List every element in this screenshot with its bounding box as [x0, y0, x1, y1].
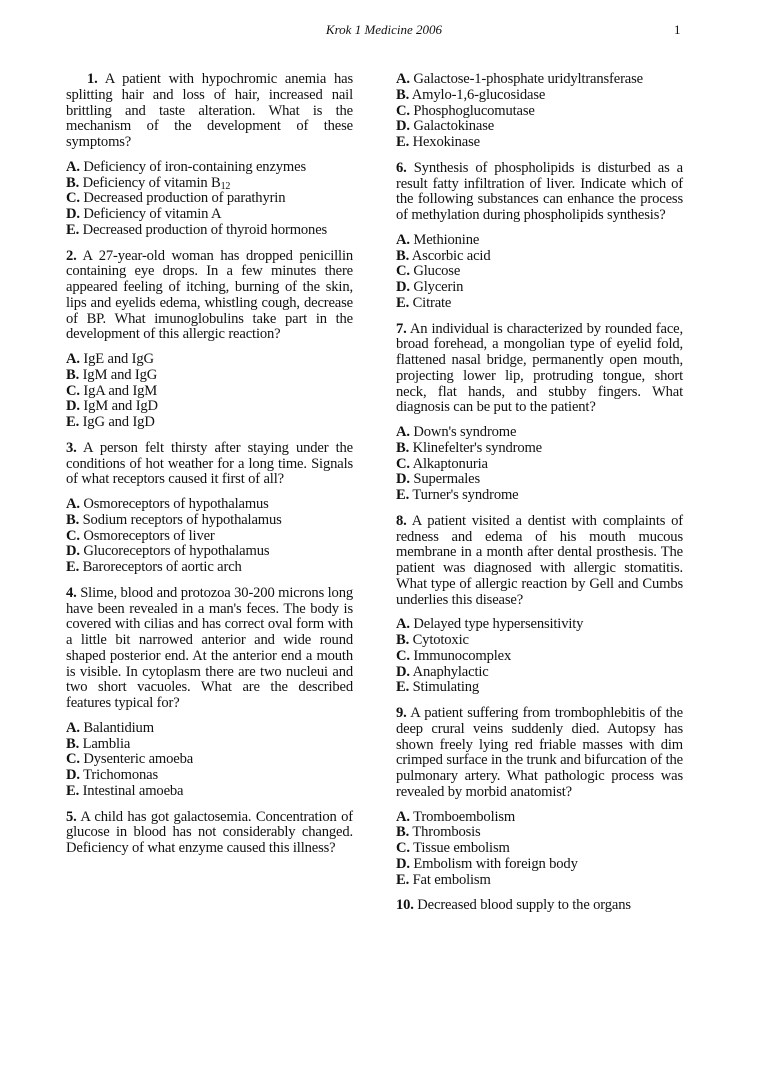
question-number: 3. [66, 439, 77, 456]
option [66, 513, 353, 529]
option [66, 368, 353, 384]
question-1 [66, 72, 353, 151]
option-letter: D. [396, 663, 410, 680]
option-text: Delayed type hypersensitivity [413, 616, 584, 633]
option [66, 560, 353, 576]
option-letter: E. [396, 294, 410, 311]
question-7 [396, 322, 683, 417]
option [396, 104, 683, 120]
option [396, 472, 683, 488]
option-text: IgM and IgD [83, 398, 158, 415]
option-text: Immunocomplex [413, 647, 512, 664]
option-text: Methionine [413, 231, 480, 248]
option [396, 135, 683, 151]
question-text: An individual is characterized by rounded face, broad forehead, a mongolian type of eyelid fold, flattened nasal bridge, permanently open mouth, projecting lower lip, protruding tongue, short neck, flat hands, and stubby fingers. What diagnosis can be put to the patient? [396, 320, 683, 416]
option-text: Alkaptonuria [412, 455, 488, 472]
option-letter: B. [66, 511, 80, 528]
option [396, 280, 683, 296]
option-text: Decreased production of thyroid hormones [82, 221, 328, 238]
question-text: Decreased blood supply to the organs [417, 897, 631, 914]
option-letter: B. [66, 366, 80, 383]
option-letter: D. [396, 118, 410, 135]
option-letter: B. [396, 247, 410, 264]
option [66, 544, 353, 560]
option-letter: E. [396, 487, 410, 503]
option-text: Sodium receptors of hypothalamus [82, 511, 282, 528]
option [396, 488, 683, 504]
option-text: IgA and IgM [83, 382, 158, 399]
question-number: 8. [396, 512, 407, 529]
option-letter: A. [66, 496, 80, 512]
question-text: A 27-year-old woman has dropped penicillin containing eye drops. In a few minutes there appeared feeling of itching, burning of the skin, lips and eyelids edema, whistling cough, decrease of BP. What imunoglobulins take part in the development of this allergic reaction? [66, 247, 354, 343]
options-3 [66, 497, 353, 576]
option-text: Intestinal amoeba [82, 782, 184, 799]
option-text: Klinefelter's syndrome [412, 439, 543, 456]
option [66, 529, 353, 545]
option-letter: C. [66, 382, 80, 399]
option-letter: B. [396, 824, 410, 841]
option-text: Deficiency of vitamin A [83, 206, 222, 222]
option-letter: D. [66, 398, 80, 415]
option [396, 425, 683, 441]
option-letter: C. [396, 840, 410, 856]
option-text: Embolism with foreign body [413, 855, 578, 872]
option [396, 857, 683, 873]
question-text: A child has got galactosemia. Concentration of glucose in blood has not considerably changed. Deficiency of what enzyme caused this illness? [66, 808, 353, 856]
option-letter: E. [66, 221, 80, 238]
question-3 [66, 441, 353, 488]
option [396, 680, 683, 696]
option-text: Stimulating [412, 679, 480, 696]
option [66, 415, 353, 431]
option-letter: A. [396, 71, 410, 87]
option [396, 457, 683, 473]
option-letter: B. [396, 632, 410, 648]
question-number: 5. [66, 808, 77, 825]
option [396, 649, 683, 665]
option [396, 249, 683, 265]
question-number: 2. [66, 247, 77, 264]
option-text: Osmoreceptors of hypothalamus [83, 496, 269, 512]
option-text: Glucoreceptors of hypothalamus [83, 543, 270, 560]
option-letter: A. [396, 424, 410, 440]
option-letter: E. [66, 559, 80, 575]
option-letter: C. [396, 102, 410, 119]
option [396, 617, 683, 633]
options-1 [66, 160, 353, 239]
option-text: Cytotoxic [412, 632, 469, 648]
options-8 [396, 617, 683, 696]
option-text: Glucose [413, 263, 461, 280]
option-text: Glycerin [413, 279, 464, 295]
option [396, 119, 683, 135]
option-letter: C. [66, 190, 80, 207]
question-text: A patient with hypochromic anemia has splitting hair and loss of hair, increased nail brittling and taste alteration. What is the mechanism of the development of these symptoms? [66, 71, 353, 150]
option-letter: E. [396, 134, 410, 150]
option [396, 88, 683, 104]
options-6 [396, 233, 683, 312]
question-text: Slime, blood and protozoa 30-200 microns long have been revealed in a man's feces. The body is covered with cilias and has correct oval form with a little bit narrowed anterior and wide round shaped posterior end. At the anterior end a mouth is visible. In cytoplasm there are two nucleui and two short vacuoles. What are the described features typical for? [66, 584, 353, 711]
options-7 [396, 425, 683, 504]
question-4 [66, 586, 353, 712]
option [396, 72, 683, 88]
question-number: 10. [396, 897, 414, 914]
option-letter: C. [66, 751, 80, 768]
option-text: Decreased production of parathyrin [83, 190, 286, 207]
option [66, 352, 353, 368]
option [66, 497, 353, 513]
option-text: Phosphoglucomutase [413, 102, 535, 119]
option-letter: D. [66, 206, 80, 222]
option-letter: A. [66, 351, 80, 367]
option-text: Down's syndrome [413, 424, 517, 440]
options-9 [396, 810, 683, 889]
option-text: Dysenteric amoeba [83, 751, 194, 768]
option-text: Supermales [413, 471, 480, 488]
option-letter: A. [66, 158, 80, 175]
option-text: Lamblia [82, 735, 131, 752]
question-2 [66, 249, 353, 344]
option [396, 810, 683, 826]
option-text: Baroreceptors of aortic arch [82, 559, 242, 575]
option-letter: A. [396, 616, 410, 633]
option [396, 633, 683, 649]
option [66, 399, 353, 415]
option [66, 768, 353, 784]
option-text: Hexokinase [412, 134, 480, 150]
question-number: 4. [66, 584, 77, 601]
option [66, 737, 353, 753]
option-text: Thrombosis [412, 824, 481, 841]
option-letter: B. [396, 439, 410, 456]
option-letter: C. [66, 527, 80, 544]
option-text: Galactokinase [413, 118, 495, 135]
right-column [396, 72, 683, 923]
option-letter: B. [396, 86, 410, 103]
option-text: Tissue embolism [413, 840, 510, 856]
option-letter: E. [66, 414, 80, 430]
running-header: Krok 1 Medicine 2006 [325, 22, 443, 37]
option [66, 784, 353, 800]
page-number: 1 [674, 22, 681, 37]
option-letter: B. [66, 174, 80, 191]
option-letter: B. [66, 735, 80, 752]
option-letter: C. [396, 455, 410, 472]
option [396, 825, 683, 841]
question-text: A patient visited a dentist with complaints of redness and edema of his mouth mucous membrane in a month after dental prosthesis. The patient was diagnosed with allergic stomatitis. What type of allergic reaction by Gell and Cumbs underlies this disease? [396, 512, 683, 608]
options-5 [396, 72, 683, 151]
question-text: A patient suffering from trombophlebitis of the deep crural veins suddenly died. Autopsy has shown freely lying red friable masses with dim crimped surface in the trunk and bifurcation of the pulmonary artery. What pathologic process was revealed by morbid anatomist? [396, 705, 683, 800]
option-letter: C. [396, 647, 410, 664]
option [66, 223, 353, 239]
option-text: IgE and IgG [83, 351, 154, 367]
option-text: IgG and IgD [82, 414, 155, 430]
question-number: 6. [396, 159, 407, 176]
options-2 [66, 352, 353, 431]
option-letter: D. [66, 543, 80, 560]
option-text: Deficiency of iron-containing enzymes [83, 158, 306, 175]
option-text: Ascorbic acid [411, 247, 491, 264]
option-text: Turner's syndrome [412, 487, 519, 503]
option [66, 191, 353, 207]
question-text: Synthesis of phospholipids is disturbed as a result fatty infiltration of liver. Indicate which of the following substances can enhance the process of methylation during phospholipids synthesis? [396, 159, 684, 223]
option [66, 207, 353, 223]
option-text: Trichomonas [83, 767, 158, 783]
option [396, 441, 683, 457]
question-number: 1. [87, 71, 98, 87]
option-text: Amylo-1,6-glucosidase [411, 86, 546, 103]
option-letter: D. [66, 767, 80, 783]
question-9 [396, 706, 683, 801]
option-letter: C. [396, 263, 410, 280]
question-number: 7. [396, 320, 407, 337]
question-6 [396, 161, 683, 224]
option-letter: D. [396, 471, 410, 488]
option-letter: E. [66, 782, 80, 799]
option-text: Osmoreceptors of liver [83, 527, 215, 544]
option-text: Balantidium [83, 719, 154, 736]
option-text: Deficiency of vitamin B [82, 174, 221, 191]
options-4 [66, 721, 353, 800]
option [396, 873, 683, 889]
option [396, 296, 683, 312]
option [396, 665, 683, 681]
option [66, 384, 353, 400]
option-text: Tromboembolism [413, 808, 516, 825]
option-letter: E. [396, 871, 410, 888]
question-10 [396, 898, 683, 914]
option-letter: D. [396, 855, 410, 872]
option [66, 752, 353, 768]
option-text: Citrate [412, 294, 452, 311]
question-5 [66, 810, 353, 857]
option [66, 176, 353, 192]
option [396, 233, 683, 249]
option [66, 721, 353, 737]
option-letter: E. [396, 679, 410, 696]
option-text: IgM and IgG [82, 366, 158, 383]
option-letter: D. [396, 279, 410, 295]
option [396, 264, 683, 280]
option-letter: A. [396, 808, 410, 825]
question-8 [396, 514, 683, 609]
option-text: Galactose-1-phosphate uridyltransferase [413, 71, 643, 87]
option-letter: A. [396, 231, 410, 248]
question-number: 9. [396, 705, 407, 721]
option [396, 841, 683, 857]
subscript: 12 [220, 180, 231, 192]
question-text: A person felt thirsty after staying under the conditions of hot weather for a long time. Signals of what receptors caused it first of all? [66, 439, 353, 488]
left-column [66, 72, 353, 866]
option-text: Fat embolism [412, 871, 491, 888]
option-letter: A. [66, 719, 80, 736]
option [66, 160, 353, 176]
option-text: Anaphylactic [412, 663, 489, 680]
